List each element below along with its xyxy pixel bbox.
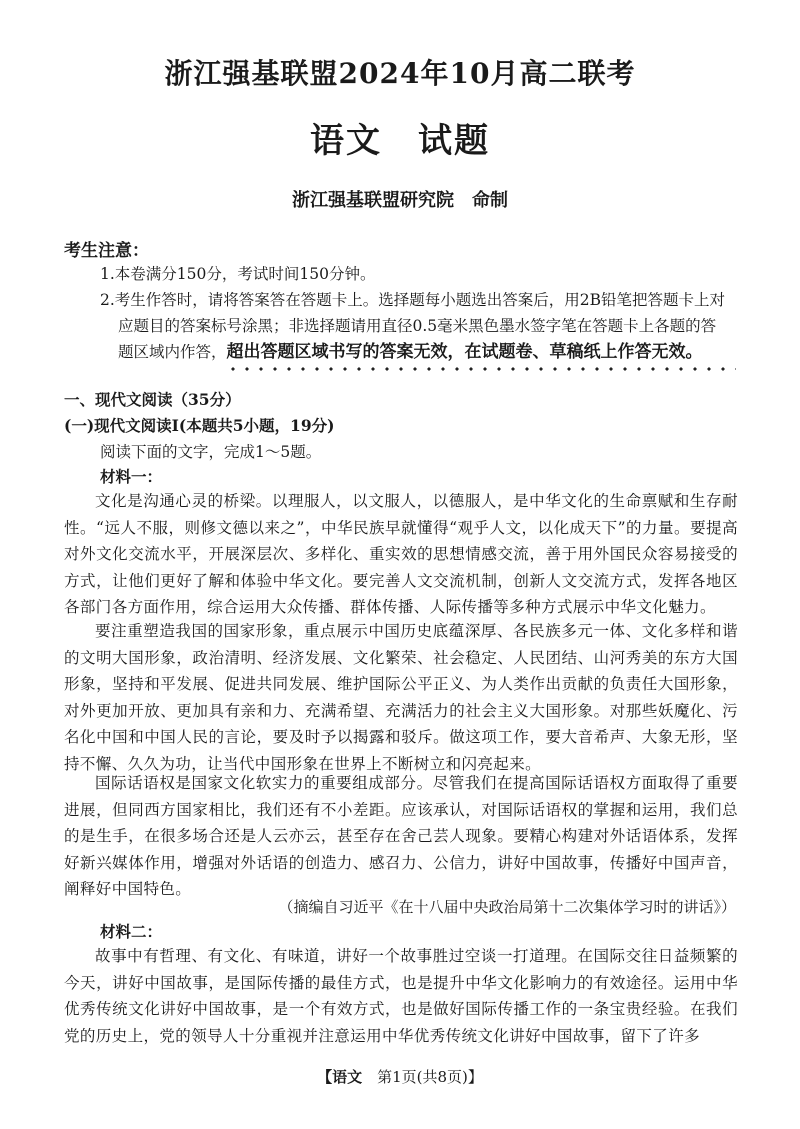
subject-title: 语文 试题 <box>310 121 490 161</box>
notice-item-2-line2: 应题目的答案标号涂黑；非选择题请用直径0.5毫米黑色墨水签字笔在答题卡上各题的答 <box>118 317 717 335</box>
material1-label: 材料一： <box>100 467 163 486</box>
paragraph-3: 国际话语权是国家文化软实力的重要组成部分。尽管我们在提高国际话语权方面取得了重要进展，但同西方国家相比，我们还有不小差距。应该承认，对国际话语权的掌握和运用，我们总的是生手，在很多场合还是人云亦云，甚至存在舍己芸人现象。要精心构建对外话语体系，发挥好新兴媒体作用，增强对外话语的创造力、感召力、公信力，讲好中国故事，传播好中国声音，阐释好中国特色。 <box>64 774 738 898</box>
source-citation: （摘编自习近平《在十八届中央政治局第十二次集体学习时的讲话》） <box>278 898 736 916</box>
notice-heading: 考生注意： <box>64 241 149 261</box>
section-title: 一、现代文阅读（35分） <box>64 390 241 409</box>
section-subtitle: (一)现代文阅读Ⅰ(本题共5小题，19分) <box>64 416 335 435</box>
issuer-line: 浙江强基联盟研究院 命制 <box>292 190 508 211</box>
notice-item-2-prefix: 题区域内作答， <box>118 343 227 361</box>
emphasis-dots <box>226 366 736 372</box>
notice-item-2-line1: 2.考生作答时，请将答案答在答题卡上。选择题每小题选出答案后，用2B铅笔把答题卡上对 <box>100 291 726 309</box>
notice-item-1: 1.本卷满分150分，考试时间150分钟。 <box>100 265 376 283</box>
paragraph-4: 故事中有哲理、有文化、有味道，讲好一个故事胜过空谈一打道理。在国际交往日益频繁的今天，讲好中国故事，是国际传播的最佳方式，也是提升中华文化影响力的有效途径。运用中华优秀传统文化讲好中国故事，是一个有效方式，也是做好国际传播工作的一条宝贵经验。在我们党的历史上，党的领导人十分重视并注意运用中华优秀传统文化讲好中国故事，留下了许多 <box>64 947 738 1045</box>
paragraph-2: 要注重塑造我国的国家形象，重点展示中国历史底蕴深厚、各民族多元一体、文化多样和谐的文明大国形象，政治清明、经济发展、文化繁荣、社会稳定、人民团结、山河秀美的东方大国形象，坚持和平发展、促进共同发展、维护国际公平正义、为人类作出贡献的负责任大国形象，对外更加开放、更加具有亲和力、充满希望、充满活力的社会主义大国形象。对那些妖魔化、污名化中国和中国人民的言论，要及时予以揭露和驳斥。做这项工作，要大音希声、大象无形，坚持不懈、久久为功，让当代中国形象在世界上不断树立和闪亮起来。 <box>64 622 738 773</box>
notice-item-2 <box>100 287 760 365</box>
notice-warning: 超出答题区域书写的答案无效，在试题卷、草稿纸上作答无效。 <box>226 342 703 362</box>
reading-instruction: 阅读下面的文字，完成1～5题。 <box>100 443 322 461</box>
footer-subject: 【语文 <box>317 1068 363 1086</box>
page-footer <box>0 1066 800 1087</box>
notice-item-2-line3 <box>100 339 760 365</box>
paragraph-1: 文化是沟通心灵的桥梁。以理服人，以文服人，以德服人，是中华文化的生命禀赋和生存耐性。“远人不服，则修文德以来之”，中华民族早就懂得“观乎人文，以化成天下”的力量。要提高对外文化交流水平，开展深层次、多样化、重实效的思想情感交流，善于用外国民众容易接受的方式，让他们更好了解和体验中华文化。要完善人文交流机制，创新人文交流方式，发挥各地区各部门各方面作用，综合运用大众传播、群体传播、人际传播等多种方式展示中华文化魅力。 <box>64 492 738 616</box>
exam-title: 浙江强基联盟2024年10月高二联考 <box>164 57 636 90</box>
footer-page: 第1页(共8页)】 <box>377 1068 483 1086</box>
material2-label: 材料二： <box>100 922 163 941</box>
